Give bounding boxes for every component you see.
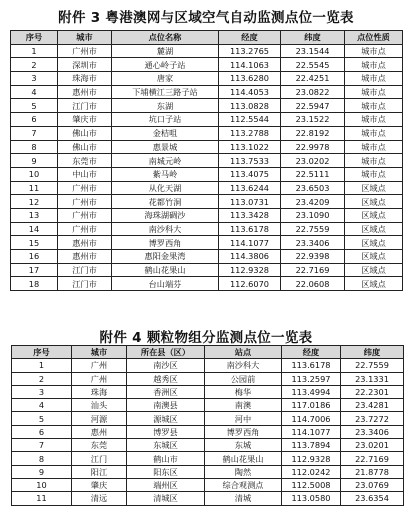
table-row [11, 250, 403, 264]
table-row [11, 181, 403, 195]
table-cell: 11 [11, 181, 58, 195]
table-cell: 城市点 [345, 113, 403, 127]
table-row [11, 140, 403, 154]
table-cell: 9 [12, 465, 72, 478]
table-cell: 22.7169 [281, 263, 345, 277]
table-cell: 113.6244 [219, 181, 281, 195]
table-cell: 中山市 [58, 167, 112, 181]
table-cell: 23.1331 [341, 372, 404, 385]
table-cell: 区域点 [345, 250, 403, 264]
table-cell: 22.9978 [281, 140, 345, 154]
table-cell: 112.6070 [219, 277, 281, 291]
table-row [11, 44, 403, 58]
table-cell: 117.0186 [282, 399, 341, 412]
table-row [11, 236, 403, 250]
table-cell: 113.0731 [219, 195, 281, 209]
table-cell: 源城区 [127, 412, 205, 425]
table-cell: 香洲区 [127, 385, 205, 398]
table-cell: 114.4053 [219, 85, 281, 99]
table-cell: 21.8778 [341, 465, 404, 478]
table-row [11, 72, 403, 86]
table-cell: 端州区 [127, 478, 205, 491]
table-cell: 广州市 [58, 181, 112, 195]
table-cell: 13 [11, 208, 58, 222]
table-cell: 22.4251 [281, 72, 345, 86]
table-row [12, 412, 404, 425]
table-cell: 金桔咀 [112, 126, 219, 140]
table-cell: 广州市 [58, 195, 112, 209]
table-row [11, 277, 403, 291]
table-cell: 7 [12, 439, 72, 452]
table-cell: 112.5544 [219, 113, 281, 127]
table-cell: 惠州 [72, 425, 127, 438]
table-row [12, 385, 404, 398]
column-header: 序号 [11, 31, 58, 45]
table-row [12, 372, 404, 385]
table-cell: 麓湖 [112, 44, 219, 58]
table-header-row [12, 346, 404, 359]
column-header: 经度 [282, 346, 341, 359]
table-cell: 区域点 [345, 236, 403, 250]
table-cell: 城市点 [345, 154, 403, 168]
table-cell: 广州 [72, 372, 127, 385]
table-cell: 22.0608 [281, 277, 345, 291]
table-cell: 18 [11, 277, 58, 291]
table-cell: 东城 [205, 439, 282, 452]
table-cell: 东莞 [72, 439, 127, 452]
table2-title: 附件 4 颗粒物组分监测点位一览表 [99, 330, 313, 346]
table-cell: 清远 [72, 492, 127, 505]
table-cell: 8 [11, 140, 58, 154]
table-cell: 广州市 [58, 222, 112, 236]
table-header-row [11, 31, 403, 45]
table-cell: 112.9328 [282, 452, 341, 465]
table-row [11, 85, 403, 99]
table-row [11, 208, 403, 222]
table-cell: 城市点 [345, 58, 403, 72]
table-cell: 23.0822 [281, 85, 345, 99]
table-cell: 23.1090 [281, 208, 345, 222]
table-cell: 23.0769 [341, 478, 404, 491]
table-cell: 113.6280 [219, 72, 281, 86]
table-cell: 城市点 [345, 126, 403, 140]
table-cell: 8 [12, 452, 72, 465]
table-cell: 23.4281 [341, 399, 404, 412]
table-row [11, 167, 403, 181]
table-row [11, 113, 403, 127]
table-cell: 22.7169 [341, 452, 404, 465]
table-cell: 通心岭子站 [112, 58, 219, 72]
table-cell: 南沙科大 [205, 359, 282, 372]
table-cell: 113.0828 [219, 99, 281, 113]
table-cell: 江门市 [58, 263, 112, 277]
column-header: 纬度 [281, 31, 345, 45]
table-cell: 区域点 [345, 277, 403, 291]
table-cell: 台山端芬 [112, 277, 219, 291]
table-cell: 23.1544 [281, 44, 345, 58]
table-cell: 肇庆市 [58, 113, 112, 127]
table-cell: 东湖 [112, 99, 219, 113]
table-row [12, 359, 404, 372]
table-cell: 5 [12, 412, 72, 425]
column-header: 站点 [205, 346, 282, 359]
table-cell: 3 [12, 385, 72, 398]
table-cell: 113.1022 [219, 140, 281, 154]
table-cell: 23.0201 [341, 439, 404, 452]
table-cell: 1 [12, 359, 72, 372]
table-cell: 10 [11, 167, 58, 181]
table-cell: 113.6178 [282, 359, 341, 372]
table-cell: 22.5545 [281, 58, 345, 72]
table-cell: 广州市 [58, 44, 112, 58]
column-header: 纬度 [341, 346, 404, 359]
table-cell: 114.3806 [219, 250, 281, 264]
table-cell: 17 [11, 263, 58, 277]
table-cell: 南沙区 [127, 359, 205, 372]
column-header: 经度 [219, 31, 281, 45]
table-cell: 113.2788 [219, 126, 281, 140]
table-cell: 14 [11, 222, 58, 236]
table-cell: 河中 [205, 412, 282, 425]
table-cell: 东莞市 [58, 154, 112, 168]
table-row [12, 465, 404, 478]
table-cell: 114.1063 [219, 58, 281, 72]
air-monitoring-sites-table [10, 30, 403, 291]
table-cell: 佛山市 [58, 140, 112, 154]
table-cell: 23.3406 [341, 425, 404, 438]
table-cell: 南澳县 [127, 399, 205, 412]
table-cell: 区域点 [345, 263, 403, 277]
table-cell: 23.4209 [281, 195, 345, 209]
table-cell: 3 [11, 72, 58, 86]
table-cell: 东城区 [127, 439, 205, 452]
table-cell: 江门 [72, 452, 127, 465]
table-cell: 113.6178 [219, 222, 281, 236]
column-header: 序号 [12, 346, 72, 359]
table-cell: 越秀区 [127, 372, 205, 385]
table-cell: 江门市 [58, 99, 112, 113]
table-cell: 2 [11, 58, 58, 72]
column-header: 所在县（区） [127, 346, 205, 359]
table-row [12, 439, 404, 452]
table-row [12, 492, 404, 505]
table-cell: 区域点 [345, 195, 403, 209]
table-cell: 23.0202 [281, 154, 345, 168]
table-cell: 清城 [205, 492, 282, 505]
table-cell: 陶然 [205, 465, 282, 478]
table-cell: 12 [11, 195, 58, 209]
table-cell: 113.4994 [282, 385, 341, 398]
column-header: 点位性质 [345, 31, 403, 45]
table-cell: 唐家 [112, 72, 219, 86]
table-cell: 22.2301 [341, 385, 404, 398]
table-row [11, 154, 403, 168]
table-cell: 22.8192 [281, 126, 345, 140]
table-row [12, 452, 404, 465]
table-cell: 博罗西角 [112, 236, 219, 250]
table-cell: 惠阳金果湾 [112, 250, 219, 264]
table-cell: 江门市 [58, 277, 112, 291]
table-cell: 清城区 [127, 492, 205, 505]
table-cell: 花都竹洞 [112, 195, 219, 209]
table-cell: 鹤山花果山 [205, 452, 282, 465]
table-cell: 广州市 [58, 208, 112, 222]
table-cell: 汕头 [72, 399, 127, 412]
table-cell: 惠州市 [58, 250, 112, 264]
table-cell: 区域点 [345, 208, 403, 222]
table-cell: 112.9328 [219, 263, 281, 277]
column-header: 城市 [72, 346, 127, 359]
table-cell: 从化天湖 [112, 181, 219, 195]
table-cell: 113.2765 [219, 44, 281, 58]
table-cell: 惠景城 [112, 140, 219, 154]
table-cell: 23.6354 [341, 492, 404, 505]
table-cell: 深圳市 [58, 58, 112, 72]
table-cell: 公园前 [205, 372, 282, 385]
table-cell: 珠海 [72, 385, 127, 398]
table-cell: 广州 [72, 359, 127, 372]
table-cell: 6 [11, 113, 58, 127]
table-cell: 鹤山市 [127, 452, 205, 465]
table-cell: 区域点 [345, 181, 403, 195]
table-cell: 惠州市 [58, 236, 112, 250]
table-cell: 10 [12, 478, 72, 491]
table-cell: 113.7533 [219, 154, 281, 168]
table-cell: 鹤山花果山 [112, 263, 219, 277]
table-cell: 南沙科大 [112, 222, 219, 236]
table-cell: 河源 [72, 412, 127, 425]
table-cell: 4 [11, 85, 58, 99]
table-cell: 综合观测点 [205, 478, 282, 491]
table-cell: 113.3428 [219, 208, 281, 222]
table-cell: 11 [12, 492, 72, 505]
column-header: 点位名称 [112, 31, 219, 45]
table-cell: 22.5111 [281, 167, 345, 181]
table-cell: 23.6503 [281, 181, 345, 195]
table-cell: 城市点 [345, 85, 403, 99]
table-cell: 16 [11, 250, 58, 264]
table-cell: 坑口子站 [112, 113, 219, 127]
table-cell: 紫马岭 [112, 167, 219, 181]
table-cell: 城市点 [345, 44, 403, 58]
table-cell: 113.4075 [219, 167, 281, 181]
table-cell: 114.1077 [219, 236, 281, 250]
table-cell: 114.7006 [282, 412, 341, 425]
table-cell: 22.9398 [281, 250, 345, 264]
table-row [11, 58, 403, 72]
table-cell: 6 [12, 425, 72, 438]
table-cell: 112.0242 [282, 465, 341, 478]
table-cell: 下埔横江三路子站 [112, 85, 219, 99]
table-cell: 1 [11, 44, 58, 58]
table-cell: 梅华 [205, 385, 282, 398]
table-cell: 惠州市 [58, 85, 112, 99]
table-cell: 博罗西角 [205, 425, 282, 438]
table-row [11, 222, 403, 236]
table-cell: 114.1077 [282, 425, 341, 438]
table-cell: 城市点 [345, 99, 403, 113]
table-cell: 珠海市 [58, 72, 112, 86]
table-cell: 23.7272 [341, 412, 404, 425]
table-cell: 22.5947 [281, 99, 345, 113]
table-cell: 城市点 [345, 72, 403, 86]
table-cell: 区域点 [345, 222, 403, 236]
table-cell: 9 [11, 154, 58, 168]
table-cell: 112.5008 [282, 478, 341, 491]
table-cell: 113.0580 [282, 492, 341, 505]
table-cell: 23.3406 [281, 236, 345, 250]
table-cell: 博罗县 [127, 425, 205, 438]
table-row [11, 99, 403, 113]
table-cell: 23.1522 [281, 113, 345, 127]
table-row [11, 195, 403, 209]
table-cell: 佛山市 [58, 126, 112, 140]
table-row [12, 425, 404, 438]
table-cell: 阳东区 [127, 465, 205, 478]
table-cell: 4 [12, 399, 72, 412]
table-cell: 113.7894 [282, 439, 341, 452]
table-cell: 城市点 [345, 140, 403, 154]
table-cell: 阳江 [72, 465, 127, 478]
table-cell: 南澳 [205, 399, 282, 412]
table-cell: 15 [11, 236, 58, 250]
column-header: 城市 [58, 31, 112, 45]
table-cell: 113.2597 [282, 372, 341, 385]
table-cell: 海珠湖碉沙 [112, 208, 219, 222]
table-cell: 南城元岭 [112, 154, 219, 168]
table-cell: 22.7559 [341, 359, 404, 372]
table-row [11, 263, 403, 277]
table-cell: 2 [12, 372, 72, 385]
table-cell: 城市点 [345, 167, 403, 181]
table-cell: 肇庆 [72, 478, 127, 491]
particulate-monitoring-sites-table [11, 345, 404, 506]
table-row [11, 126, 403, 140]
table-cell: 22.7559 [281, 222, 345, 236]
table-cell: 7 [11, 126, 58, 140]
table1-title: 附件 3 粤港澳网与区域空气自动监测点位一览表 [58, 10, 354, 26]
table-cell: 5 [11, 99, 58, 113]
table-row [12, 478, 404, 491]
table-row [12, 399, 404, 412]
